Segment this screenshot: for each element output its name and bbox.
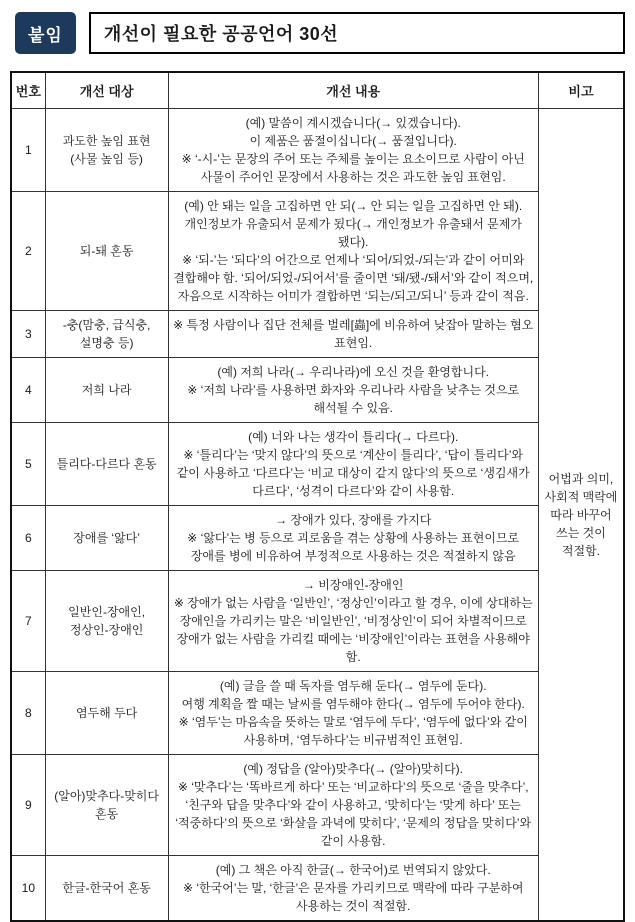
row-content <box>168 311 538 358</box>
content-paragraph: (예) 안 돼는 일을 고집하면 안 되(→ 안 되는 일을 고집하면 안 돼). <box>184 199 523 213</box>
page-title: 개선이 필요한 공공언어 30선 <box>89 12 625 54</box>
row-target: -충(맘충, 급식충, 설명충 등) <box>45 311 168 358</box>
content-paragraph: → 비장애인-장애인 <box>302 578 404 592</box>
table-row <box>11 109 624 192</box>
content-paragraph: ※ ‘앓다’는 병 등으로 괴로움을 겪는 상황에 사용하는 표현이므로 장애를 병에 비유하여 부정적으로 사용하는 것은 적절하지 않음 <box>187 531 520 563</box>
content-paragraph: (예) 너와 나는 생각이 틀리다(→ 다르다). <box>248 430 459 444</box>
row-target: 저희 나라 <box>45 358 168 423</box>
table-row <box>11 311 624 358</box>
content-paragraph: ※ ‘염두’는 마음속을 뜻하는 말로 ‘염두에 두다’, ‘염두에 없다’와 같이 사용하며, ‘염두하다’는 비규범적인 표현임. <box>178 715 528 747</box>
row-number: 2 <box>11 192 45 311</box>
row-content <box>168 755 538 856</box>
document-header <box>15 12 625 54</box>
row-target: 일반인-장애인, 정상인-장애인 <box>45 571 168 672</box>
remarks-cell: 어법과 의미, 사회적 맥락에 따라 바꾸어 쓰는 것이 적절함. <box>538 109 624 922</box>
row-number: 8 <box>11 672 45 755</box>
row-target: 틀리다-다르다 혼동 <box>45 423 168 506</box>
column-header-content: 개선 내용 <box>168 72 538 109</box>
content-paragraph: ※ 특정 사람이나 집단 전체를 벌레[蟲]에 비유하여 낮잡아 말하는 혐오 표현임. <box>173 318 534 350</box>
table-body <box>11 109 624 922</box>
row-number: 7 <box>11 571 45 672</box>
content-paragraph: → 장애가 있다, 장애를 가지다 <box>275 513 432 527</box>
table-row <box>11 672 624 755</box>
column-header-number: 번호 <box>11 72 45 109</box>
table-header <box>11 72 624 109</box>
content-paragraph: 개인정보가 유출되서 문제가 됬다(→ 개인정보가 유출돼서 문제가 됐다). <box>184 217 522 249</box>
row-content <box>168 672 538 755</box>
content-paragraph: ※ 장애가 없는 사람을 ‘일반인’, ‘정상인’이라고 할 경우, 이에 상대하는 장애인을 가리키는 말은 ‘비일반인’, ‘비정상인’이 되어 차별적이므로 장애가 없는 사람을 가리킬 때에는 ‘비장애인’이라는 표현을 사용해야 함. <box>173 596 533 664</box>
row-number: 10 <box>11 856 45 922</box>
row-content <box>168 109 538 192</box>
row-target: 한글-한국어 혼동 <box>45 856 168 922</box>
content-paragraph: ※ ‘한국어’는 말, ‘한글’은 문자를 가리키므로 맥락에 따라 구분하여 사용하는 것이 적절함. <box>182 881 524 913</box>
row-number: 4 <box>11 358 45 423</box>
row-number: 9 <box>11 755 45 856</box>
row-number: 6 <box>11 506 45 571</box>
column-header-remarks: 비고 <box>538 72 624 109</box>
content-paragraph: ※ ‘-시-’는 문장의 주어 또는 주체를 높이는 요소이므로 사람이 아닌 사물이 주어인 문장에서 사용하는 것은 과도한 높임 표현임. <box>181 152 525 184</box>
content-paragraph: ※ ‘맞추다’는 ‘똑바르게 하다’ 또는 ‘비교하다’의 뜻으로 ‘줄을 맞추다’, ‘친구와 답을 맞추다’와 같이 사용하고, ‘맞히다’는 ‘맞게 하다’ 또는 ‘적중하다’의 뜻으로 ‘화살을 과녁에 맞히다’, ‘문제의 정답을 맞히다’와 같이 사용함. <box>175 780 532 848</box>
content-paragraph: ※ ‘틀리다’는 ‘맞지 않다’의 뜻으로 ‘계산이 틀리다’, ‘답이 틀리다’와 같이 사용하고 ‘다르다’는 ‘비교 대상이 같지 않다’의 뜻으로 ‘생김새가 다르다’, ‘성격이 다르다’와 같이 사용함. <box>176 448 530 498</box>
content-paragraph: (예) 그 책은 아직 한글(→ 한국어)로 번역되지 않았다. <box>215 863 491 877</box>
improvement-table <box>10 71 625 922</box>
row-number: 5 <box>11 423 45 506</box>
table-row <box>11 358 624 423</box>
content-paragraph: 이 제품은 품절이십니다(→ 품절입니다). <box>249 134 457 148</box>
table-row <box>11 192 624 311</box>
content-paragraph: ※ ‘저희 나라’를 사용하면 화자와 우리나라 사람을 낮추는 것으로 해석될 수 있음. <box>187 383 520 415</box>
table-row <box>11 423 624 506</box>
table-row <box>11 571 624 672</box>
attachment-badge: 붙임 <box>15 12 76 54</box>
row-target: 염두해 두다 <box>45 672 168 755</box>
row-target: 장애를 ‘앓다’ <box>45 506 168 571</box>
content-paragraph: (예) 글을 쓸 때 독자를 염두해 둔다(→ 염두에 둔다). <box>219 679 487 693</box>
row-content <box>168 571 538 672</box>
row-target: (알아)맞추다-맞히다 혼동 <box>45 755 168 856</box>
table-header-row <box>11 72 624 109</box>
row-content <box>168 358 538 423</box>
table-row <box>11 755 624 856</box>
row-content <box>168 856 538 922</box>
content-paragraph: (예) 정답을 (알아)맞추다(→ (알아)맞히다). <box>243 762 464 776</box>
row-content <box>168 506 538 571</box>
content-paragraph: ※ ‘되-’는 ‘되다’의 어간으로 언제나 ‘되어/되었-/되는’과 같이 어미와 결합해야 함. ‘되어/되었-/되어서’를 줄이면 ‘돼/됐-/돼서’와 같이 적으며, 자음으로 시작하는 어미가 결합하면 ‘되는/되고/되니’ 등과 같이 적음. <box>173 253 534 303</box>
row-number: 1 <box>11 109 45 192</box>
row-content <box>168 192 538 311</box>
row-target: 과도한 높임 표현(사물 높임 등) <box>45 109 168 192</box>
row-content <box>168 423 538 506</box>
row-number: 3 <box>11 311 45 358</box>
row-target: 되-돼 혼동 <box>45 192 168 311</box>
table-row <box>11 506 624 571</box>
content-paragraph: (예) 저희 나라(→ 우리나라)에 오신 것을 환영합니다. <box>217 365 489 379</box>
column-header-target: 개선 대상 <box>45 72 168 109</box>
content-paragraph: (예) 말씀이 계시겠습니다(→ 있겠습니다). <box>245 116 461 130</box>
table-row <box>11 856 624 922</box>
content-paragraph: 여행 계획을 짤 때는 날씨를 염두해야 한다(→ 염두에 두어야 한다). <box>181 697 525 711</box>
